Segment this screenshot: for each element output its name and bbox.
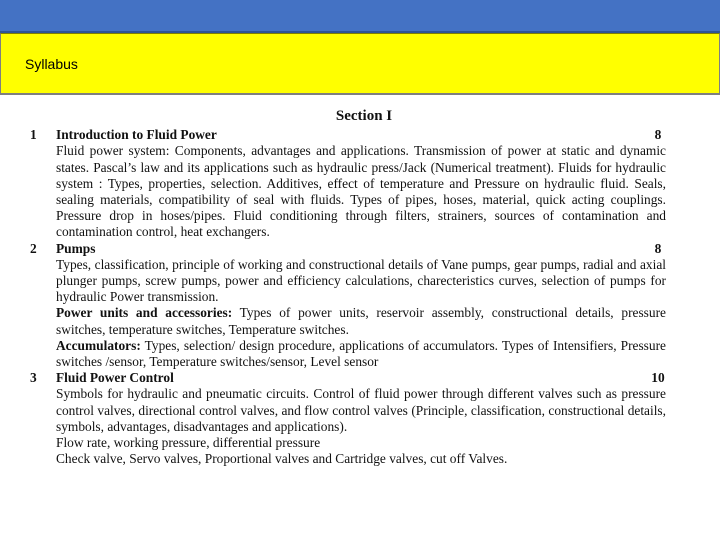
unit-heading-row xyxy=(30,241,678,257)
unit-heading-row xyxy=(30,127,678,143)
unit-description: Types, classification, principle of working and constructional details of Vane pumps, gear pumps, radial and axial plunger pumps, screw pumps, power and efficiency calculations, charecteristics curves, selection of pumps for hydraulic Power transmission. xyxy=(56,256,666,305)
section-heading: Section I xyxy=(335,108,393,124)
unit-subtopic xyxy=(56,338,666,370)
unit-description: Check valve, Servo valves, Proportional valves and Cartridge valves, cut off Valves. xyxy=(56,451,508,467)
unit-subtopic xyxy=(56,305,666,337)
subtopic-text: Types, selection/ design procedure, applications of accumulators. Types of Intensifiers, Pressure switches /sensor, Temperature switches/sensor, Level sensor xyxy=(56,337,666,370)
subtopic-heading: Power units and accessories: xyxy=(56,305,233,321)
unit-number: 1 xyxy=(30,127,37,143)
unit-title: Introduction to Fluid Power xyxy=(56,127,217,143)
slide-title: Syllabus xyxy=(25,56,78,72)
unit-hours: 8 xyxy=(654,127,662,143)
unit-number: 2 xyxy=(30,240,37,256)
unit-hours: 8 xyxy=(654,240,662,256)
unit-heading-row xyxy=(30,370,678,386)
unit-hours: 10 xyxy=(651,370,665,386)
unit-description: Flow rate, working pressure, differential pressure xyxy=(56,435,321,451)
unit-title: Pumps xyxy=(56,240,96,256)
syllabus-document xyxy=(30,108,678,467)
subtopic-text: Types of power units, reservoir assembly, constructional details, pressure switches, temperature switches, Temperature switches. xyxy=(56,305,666,337)
subtopic-heading: Accumulators: xyxy=(56,337,141,353)
unit-description: Fluid power system: Components, advantages and applications. Transmission of power at static and dynamic states. Pascal’s law and its applications such as hydraulic press/Jack (Numerical treatment). Fluids for hydraulic system : Types, properties, selection. Additives, effect of temperature and Pressure on hydraulic fluid. Seals, sealing materials, compatibility of seal with fluids. Types of pipes, hoses, material, quick acting couplings. Pressure drop in hoses/pipes. Fluid conditioning through filters, strainers, sources of contamination and contamination control, heat exchangers. xyxy=(56,143,666,240)
top-header-bar xyxy=(0,0,720,33)
unit-number: 3 xyxy=(30,370,37,386)
unit-description: Symbols for hydraulic and pneumatic circuits. Control of fluid power through different valves such as pressure control valves, directional control valves, and flow control valves (Principle, classification, constructional details, symbols, advantages, disadvantages and applications). xyxy=(56,386,666,434)
unit-title: Fluid Power Control xyxy=(56,370,174,386)
title-banner xyxy=(0,33,720,95)
